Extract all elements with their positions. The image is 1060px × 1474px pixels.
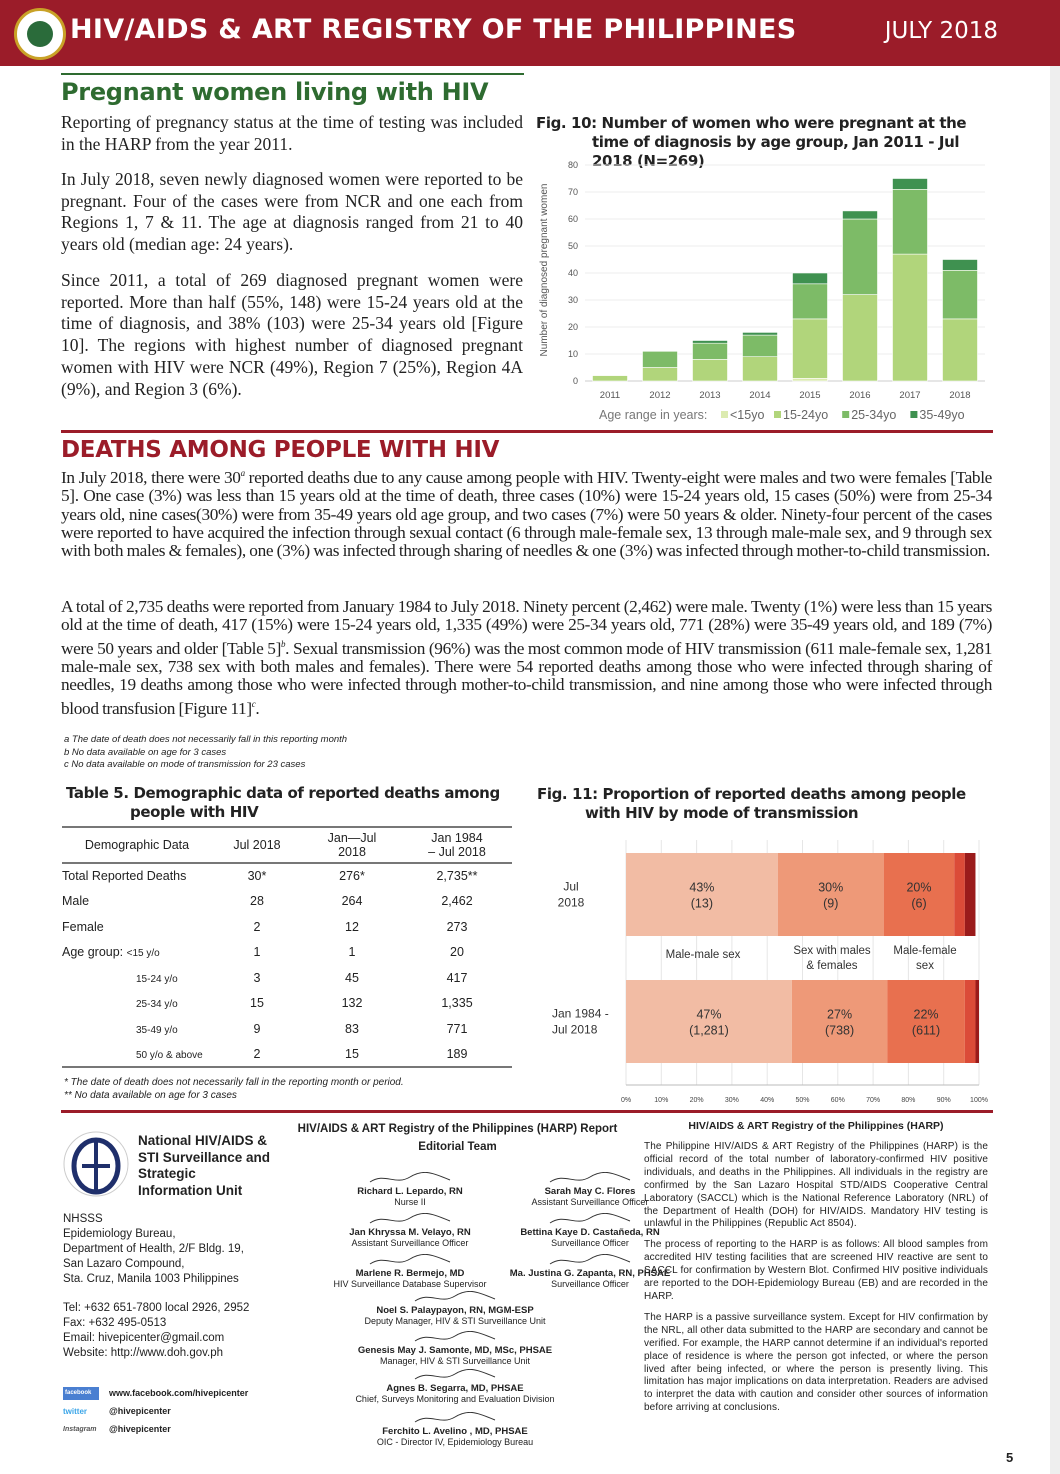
bar-segment bbox=[792, 980, 887, 1063]
footnote-ref: b bbox=[280, 638, 286, 649]
x-tick-label: 10% bbox=[654, 1097, 669, 1104]
member-role: Nurse II bbox=[394, 1197, 426, 1207]
cell-value: 2,462 bbox=[441, 894, 473, 909]
page-header bbox=[0, 0, 1060, 66]
table5 bbox=[62, 826, 512, 1068]
data-label-line: (13) bbox=[690, 896, 714, 911]
text: . bbox=[255, 698, 260, 718]
sub-label: 50 y/o & above bbox=[136, 1049, 203, 1061]
fig10-title-text: Fig. 10: Number of women who were pregnant at the time of diagnosis by age group, Jan 2011 - Jul 2018 (N=269) bbox=[536, 114, 967, 170]
member-name: Bettina Kaye D. Castañeda, RN bbox=[520, 1227, 660, 1238]
member-role: Chief, Surveys Monitoring and Evaluation Division bbox=[355, 1394, 555, 1404]
bar-segment bbox=[887, 980, 965, 1063]
text: A total of 2,735 deaths were reported from January 1984 to July 2018. Ninety percent (2,462) were male. Twenty (1%) were less than 15 years old at the time of death, 417 (15%) were 15-24 years old, 1,335 (49%) were 25-34 years old, 771 (28%) were 35-49 years old, and 189 (7%) were 50 years and older [Table 5] bbox=[61, 597, 992, 658]
series-label-line: Male-female bbox=[893, 945, 957, 957]
cell-value: 20 bbox=[450, 945, 464, 960]
deaths-paragraph-1 bbox=[61, 464, 992, 561]
y-tick-label: 0 bbox=[572, 376, 578, 386]
deaths-paragraph-2 bbox=[61, 598, 992, 718]
cell-value: 30* bbox=[247, 869, 267, 884]
pregnant-paragraph: In July 2018, seven newly diagnosed women were reported to be pregnant. Four of the cases were from NCR and one each from Regions 1, 7 & 11. The age at diagnosis ranged from 21 to 40 years old (median age: 24 years). bbox=[61, 169, 523, 255]
category-label bbox=[552, 1007, 609, 1037]
x-tick-label: 90% bbox=[936, 1097, 951, 1104]
x-tick-label: 100% bbox=[970, 1097, 988, 1104]
y-tick-label: 70 bbox=[567, 187, 578, 197]
data-label-line: 27% bbox=[827, 1007, 853, 1022]
team-member bbox=[335, 1291, 575, 1327]
table-row bbox=[62, 889, 512, 915]
cell-value: 15 bbox=[302, 1042, 402, 1068]
member-role: Assistant Surveillance Officer bbox=[531, 1197, 649, 1207]
cell-value: 2 bbox=[253, 919, 261, 934]
fig11-title-text: Fig. 11: Proportion of reported deaths among people with HIV by mode of transmission bbox=[537, 785, 966, 822]
report-month: JULY 2018 bbox=[884, 18, 998, 44]
link-text: www.facebook.com/hivepicenter bbox=[109, 1388, 249, 1398]
twitter-link[interactable] bbox=[63, 1402, 248, 1420]
facebook-icon: facebook bbox=[63, 1387, 99, 1400]
x-tick-label: 2011 bbox=[599, 390, 621, 401]
footnote-ref: a bbox=[240, 468, 245, 478]
cell-value: 417 bbox=[446, 970, 468, 985]
x-tick-label: 70% bbox=[866, 1097, 881, 1104]
row-label bbox=[62, 889, 212, 915]
team-member bbox=[335, 1369, 575, 1405]
link-text: @hivepicenter bbox=[109, 1406, 171, 1416]
text: reported deaths due to any cause among people with HIV. Twenty-eight were males and two were females [Table 5]. One case (3%) was less than 15 years old at the time of death, three cases (10%) were 15-24 years old, 15 cases (50%) were from 25-34 years old, nine cases(30%) were from 35-49 years old age group, and two cases (7%) were 50 years & older. Ninety-four percent of the cases were reported to have acquired the infection through sexual contact (6 through male-female sex, 13 through male-male sex, and 9 through sex with both males & females), one (3%) was infected through sharing of needles & one (3%) was infected through mother-to-child transmission. bbox=[61, 467, 992, 561]
bar-segment-25-34yo bbox=[943, 270, 978, 319]
sub-label: 15-24 y/o bbox=[136, 973, 178, 985]
website-link[interactable]: Website: http://www.doh.gov.ph bbox=[63, 1347, 224, 1359]
social-links bbox=[63, 1384, 248, 1438]
member-name: Ferchito L. Avelino , MD, PHSAE bbox=[382, 1426, 528, 1437]
bar-segment bbox=[965, 853, 976, 936]
team-member bbox=[335, 1331, 575, 1367]
y-tick-label: 10 bbox=[567, 349, 578, 359]
bar-segment bbox=[626, 980, 792, 1063]
row-label bbox=[62, 991, 212, 1017]
link-text: @hivepicenter bbox=[109, 1424, 171, 1434]
unit-contact bbox=[63, 1301, 249, 1361]
bar-segment-25-34yo bbox=[743, 335, 778, 357]
address-line: NHSSS bbox=[63, 1213, 103, 1225]
table-row bbox=[62, 940, 512, 966]
bar-segment-25-34yo bbox=[793, 284, 828, 319]
instagram-icon: Instagram bbox=[63, 1425, 97, 1433]
fig10-chart bbox=[535, 155, 985, 430]
signature bbox=[410, 1369, 500, 1383]
member-role: Surveillance Officer bbox=[551, 1279, 629, 1289]
member-name: Noel S. Palaypayon, RN, MGM-ESP bbox=[376, 1305, 534, 1316]
x-tick-label: 2016 bbox=[849, 390, 871, 401]
deaths-footnotes bbox=[64, 734, 347, 772]
cell-value: 264 bbox=[341, 894, 363, 909]
row-label bbox=[62, 914, 212, 940]
data-label-line: (738) bbox=[824, 1023, 855, 1038]
bar-segment-35-49yo bbox=[943, 260, 978, 271]
y-tick-label: 60 bbox=[567, 214, 578, 224]
bar-segment bbox=[626, 853, 778, 936]
row-label bbox=[62, 940, 212, 966]
footnote-ref: c bbox=[251, 698, 256, 709]
bar-segment bbox=[954, 853, 965, 936]
row-label bbox=[62, 1042, 212, 1068]
bar-segment bbox=[884, 853, 955, 936]
bar-segment-15-24yo bbox=[843, 295, 878, 381]
row-label bbox=[62, 863, 212, 889]
legend-swatch bbox=[910, 411, 917, 418]
signature bbox=[545, 1254, 635, 1268]
x-tick-label: 2014 bbox=[749, 390, 771, 401]
x-tick-label: 2015 bbox=[799, 390, 821, 401]
data-label-line: (611) bbox=[911, 1023, 941, 1038]
table-row bbox=[62, 863, 512, 889]
legend-swatch bbox=[842, 411, 849, 418]
column-header: Jan 1984 – Jul 2018 bbox=[402, 827, 512, 863]
series-label bbox=[893, 945, 956, 972]
x-tick-label: 2012 bbox=[649, 390, 671, 401]
x-tick-label: 50% bbox=[795, 1097, 810, 1104]
series-label-line: sex bbox=[916, 960, 934, 972]
email-link[interactable]: Email: hivepicenter@gmail.com bbox=[63, 1332, 225, 1344]
harp-paragraph: The process of reporting to the HARP is as follows: All blood samples from accredited HIV testing facilities that are screened HIV reactive are sent to SACCL for confirmation by Western Blot. Confirmed HIV positive individuals are reported to the DOH-Epidemiology Bureau (EB) and are recorded in the HARP. bbox=[644, 1239, 988, 1302]
row-label bbox=[62, 1016, 212, 1042]
member-name: Genesis May J. Samonte, MD, MSc, PHSAE bbox=[357, 1345, 553, 1356]
member-name: Marlene R. Bermejo, MD bbox=[355, 1268, 465, 1279]
cell-value: 1 bbox=[348, 945, 356, 960]
page-number: 5 bbox=[1006, 1450, 1014, 1465]
bar-segment-15-24yo bbox=[693, 359, 728, 381]
section-divider bbox=[61, 1110, 993, 1113]
x-tick-label: 80% bbox=[901, 1097, 916, 1104]
bar-segment bbox=[965, 980, 976, 1063]
text: . Sexual transmission (96%) was the most common mode of HIV transmission (611 male-female sex, 1,281 male-male sex, 738 sex with both males and females). There were 54 reported deaths among those who were infected through sharing of needles, 19 deaths among those who were infected through mother-to-child transmission, and nine among those who were infected through blood transfusion [Figure 11] bbox=[61, 638, 992, 718]
legend-label: <15yo bbox=[730, 408, 765, 422]
x-tick-label: 60% bbox=[830, 1097, 845, 1104]
epidemiology-bureau-logo bbox=[62, 1130, 130, 1198]
column-header: Jul 2018 bbox=[212, 827, 302, 863]
cell-value: 2 bbox=[212, 1042, 302, 1068]
legend-swatch bbox=[721, 411, 728, 418]
member-name: Agnes B. Segarra, MD, PHSAE bbox=[386, 1383, 524, 1394]
signature bbox=[410, 1412, 500, 1426]
bar-segment-25-34yo bbox=[693, 343, 728, 359]
x-tick-label: 2017 bbox=[899, 390, 921, 401]
x-tick-label: 2013 bbox=[699, 390, 721, 401]
bar-segment-35-49yo bbox=[693, 341, 728, 344]
data-label-line: 43% bbox=[689, 880, 715, 895]
signature bbox=[545, 1213, 635, 1227]
y-tick-label: 30 bbox=[567, 295, 578, 305]
category-label bbox=[558, 880, 585, 910]
cell-value: 12 bbox=[345, 919, 359, 934]
member-name: Richard L. Lepardo, RN bbox=[357, 1186, 463, 1197]
label: Total Reported Deaths bbox=[62, 869, 187, 884]
member-name: Jan Khryssa M. Velayo, RN bbox=[349, 1227, 471, 1238]
harp-paragraph: The Philippine HIV/AIDS & ART Registry of the Philippines (HARP) is the official record of the total number of laboratory-confirmed HIV positive individuals, and deaths in the Philippines. All individuals in the registry are confirmed by the San Lazaro Hospital STD/AIDS Cooperative Central Laboratory (SACCL) which is the National Reference Laboratory (NRL) of the Department of Health (DOH) for HIV/AIDS. Mandatory HIV testing is unlawful in the Philippines (Republic Act 8504). bbox=[644, 1141, 988, 1230]
deaths-heading: DEATHS AMONG PEOPLE WITH HIV bbox=[61, 437, 500, 463]
series-label-line: Male-male sex bbox=[665, 949, 741, 961]
category-label-line: 2018 bbox=[557, 895, 585, 910]
address-line: Sta. Cruz, Manila 1003 Philippines bbox=[63, 1273, 239, 1285]
member-role: Deputy Manager, HIV & STI Surveillance Unit bbox=[364, 1316, 546, 1326]
bar-segment-15-24yo bbox=[743, 357, 778, 381]
sub-label: 35-49 y/o bbox=[136, 1024, 178, 1036]
x-tick-label: 20% bbox=[689, 1097, 704, 1104]
harp-info bbox=[644, 1120, 988, 1423]
series-label-line: Sex with males bbox=[793, 945, 871, 957]
bar-segment-15-24yo bbox=[643, 368, 678, 382]
data-label-line: 30% bbox=[818, 880, 844, 895]
series-label bbox=[793, 945, 871, 972]
cell-value: 771 bbox=[446, 1021, 468, 1036]
series-label bbox=[666, 949, 741, 961]
cell-value: 1 bbox=[253, 945, 261, 960]
cell-value: 273 bbox=[446, 919, 468, 934]
legend-swatch bbox=[774, 411, 781, 418]
instagram-link[interactable] bbox=[63, 1420, 248, 1438]
bar-segment-15-24yo bbox=[943, 319, 978, 381]
bar-segment-15-24yo bbox=[893, 254, 928, 381]
pregnant-heading: Pregnant women living with HIV bbox=[61, 78, 489, 106]
category-label-line: Jul bbox=[563, 879, 579, 894]
member-role: OIC - Director IV, Epidemiology Bureau bbox=[376, 1437, 534, 1447]
y-tick-label: 40 bbox=[567, 268, 578, 278]
text: In July 2018, there were 30 bbox=[61, 467, 241, 487]
signature bbox=[410, 1331, 500, 1345]
footnote: * The date of death does not necessarily fall in the reporting month or period. bbox=[64, 1077, 404, 1088]
member-role: Surveillance Officer bbox=[551, 1238, 629, 1248]
cell-value: 28 bbox=[250, 894, 264, 909]
bar-segment-25-34yo bbox=[643, 351, 678, 367]
bar-segment-35-49yo bbox=[893, 179, 928, 190]
footnote: c No data available on mode of transmission for 23 cases bbox=[64, 759, 306, 770]
unit-name: National HIV/AIDS & STI Surveillance and Strategic Information Unit bbox=[138, 1133, 271, 1198]
table5-title-text: Table 5. Demographic data of reported deaths among people with HIV bbox=[66, 784, 500, 821]
signature bbox=[365, 1254, 455, 1268]
data-label-line: 20% bbox=[906, 880, 932, 895]
bar-segment-35-49yo bbox=[793, 273, 828, 284]
label: Male bbox=[62, 894, 90, 909]
footnote: a The date of death does not necessarily fall in this reporting month bbox=[64, 734, 348, 745]
harp-paragraph: The HARP is a passive surveillance system. Except for HIV confirmation by the NRL, all other data submitted to the HARP are secondary and cannot be verified. For example, the HARP cannot determine if an individual's reported place of residence is where the person got infected, or where the person lived after being infected, or where the person is presently living. This limitation has major implications on data interpretation. Readers are advised to interpret the data with caution and consider other sources of information before arriving at conclusions. bbox=[644, 1311, 988, 1414]
bar-segment bbox=[778, 853, 884, 936]
table5-footnotes bbox=[64, 1077, 404, 1102]
legend-label: 25-34yo bbox=[851, 408, 897, 422]
y-tick-label: 20 bbox=[567, 322, 578, 332]
legend-title: Age range in years: bbox=[599, 408, 708, 422]
signature bbox=[365, 1172, 455, 1186]
fig11-title bbox=[537, 785, 992, 823]
sub-label: <15 y/o bbox=[126, 948, 160, 960]
data-label-line: (1,281) bbox=[689, 1023, 729, 1038]
legend-label: 15-24yo bbox=[783, 408, 829, 422]
fig11-chart bbox=[535, 840, 995, 1110]
fax: Fax: +632 495-0513 bbox=[63, 1317, 167, 1329]
section-divider bbox=[61, 73, 524, 75]
cell-value: 3 bbox=[253, 970, 261, 985]
data-label-line: (6) bbox=[911, 896, 927, 911]
series-label-line: & females bbox=[806, 960, 858, 972]
harp-title: HIV/AIDS & ART Registry of the Philippines (HARP) bbox=[688, 1120, 944, 1132]
page-edge bbox=[1050, 66, 1060, 1474]
bar-segment bbox=[975, 980, 979, 1063]
cell-value: 132 bbox=[341, 996, 363, 1011]
y-tick-label: 50 bbox=[567, 241, 578, 251]
label: Female bbox=[62, 919, 104, 934]
cell-value: 2,735** bbox=[436, 869, 478, 884]
table-row bbox=[62, 914, 512, 940]
cell-value: 15 bbox=[250, 996, 264, 1011]
bar-segment-<15yo bbox=[793, 378, 828, 381]
cell-value: 276* bbox=[339, 869, 365, 884]
team-member bbox=[335, 1412, 575, 1448]
table-row bbox=[62, 965, 512, 991]
table-row bbox=[62, 991, 512, 1017]
x-tick-label: 40% bbox=[760, 1097, 775, 1104]
address-line: Epidemiology Bureau, bbox=[63, 1228, 176, 1240]
table5-title bbox=[66, 784, 516, 822]
x-tick-label: 0% bbox=[620, 1097, 632, 1104]
data-label-line: 22% bbox=[913, 1007, 939, 1022]
cell-value: 1,335 bbox=[441, 996, 473, 1011]
cell-value: 9 bbox=[253, 1021, 261, 1036]
cell-value: 189 bbox=[402, 1042, 512, 1068]
category-label-line: Jan 1984 - bbox=[552, 1006, 609, 1021]
data-label-line: 47% bbox=[696, 1007, 722, 1022]
signature bbox=[545, 1172, 635, 1186]
label: Age group: bbox=[62, 945, 124, 960]
unit-address bbox=[63, 1212, 244, 1287]
y-tick-label: 80 bbox=[567, 160, 578, 170]
bar-segment-35-49yo bbox=[843, 211, 878, 219]
bar-segment-25-34yo bbox=[893, 189, 928, 254]
bar-segment-15-24yo bbox=[793, 319, 828, 378]
doh-seal-logo bbox=[14, 8, 66, 60]
section-divider bbox=[61, 430, 993, 433]
member-name: Sarah May C. Flores bbox=[544, 1186, 636, 1197]
signature bbox=[365, 1213, 455, 1227]
bar-segment-35-49yo bbox=[743, 332, 778, 335]
phone: Tel: +632 651-7800 local 2926, 2952 bbox=[63, 1302, 250, 1314]
member-role: Manager, HIV & STI Surveillance Unit bbox=[379, 1356, 531, 1366]
table-row bbox=[62, 1016, 512, 1042]
pregnant-paragraph: Reporting of pregnancy status at the time of testing was included in the HARP from the year 2011. bbox=[61, 112, 523, 154]
table-row bbox=[62, 1042, 512, 1068]
x-tick-label: 30% bbox=[724, 1097, 739, 1104]
sub-label: 25-34 y/o bbox=[136, 999, 178, 1011]
x-tick-label: 2018 bbox=[949, 390, 971, 401]
address-line: Department of Health, 2/F Bldg. 19, bbox=[63, 1243, 244, 1255]
pregnant-paragraph: Since 2011, a total of 269 diagnosed pregnant women were reported. More than half (55%, 148) were 15-24 years old at the time of diagnosis, and 38% (103) were 25-34 years old [Figure 10]. The regions with highest number of diagnosed pregnant women with HIV were NCR (49%), Region 7 (25%), Region 4A (9%), and Region 3 (6%). bbox=[61, 270, 523, 399]
table-header-row bbox=[62, 827, 512, 863]
bar-segment-15-24yo bbox=[593, 376, 628, 381]
report-title: HIV/AIDS & ART REGISTRY OF THE PHILIPPINES bbox=[70, 14, 797, 45]
column-header: Demographic Data bbox=[62, 827, 212, 863]
signature bbox=[410, 1291, 500, 1305]
member-name: Ma. Justina G. Zapanta, RN, PHSAE bbox=[509, 1268, 671, 1279]
column-header: Jan—Jul 2018 bbox=[302, 827, 402, 863]
member-role: Assistant Surveillance Officer bbox=[351, 1238, 469, 1248]
cell-value: 83 bbox=[345, 1021, 359, 1036]
member-role: HIV Surveillance Database Supervisor bbox=[333, 1279, 487, 1289]
twitter-icon: twitter bbox=[63, 1406, 87, 1416]
data-label-line: (9) bbox=[823, 896, 839, 911]
team-title: HIV/AIDS & ART Registry of the Philippines (HARP) Report Editorial Team bbox=[297, 1123, 618, 1153]
row-label bbox=[62, 965, 212, 991]
category-label-line: Jul 2018 bbox=[552, 1022, 598, 1037]
legend-label: 35-49yo bbox=[919, 408, 965, 422]
bar-segment-25-34yo bbox=[843, 219, 878, 295]
cell-value: 45 bbox=[345, 970, 359, 985]
footnote: ** No data available on age for 3 cases bbox=[64, 1089, 237, 1101]
facebook-link[interactable] bbox=[63, 1384, 248, 1402]
y-axis-label: Number of diagnosed pregnant women bbox=[539, 183, 550, 357]
footnote: b No data available on age for 3 cases bbox=[64, 746, 227, 758]
address-line: San Lazaro Compound, bbox=[63, 1258, 185, 1270]
